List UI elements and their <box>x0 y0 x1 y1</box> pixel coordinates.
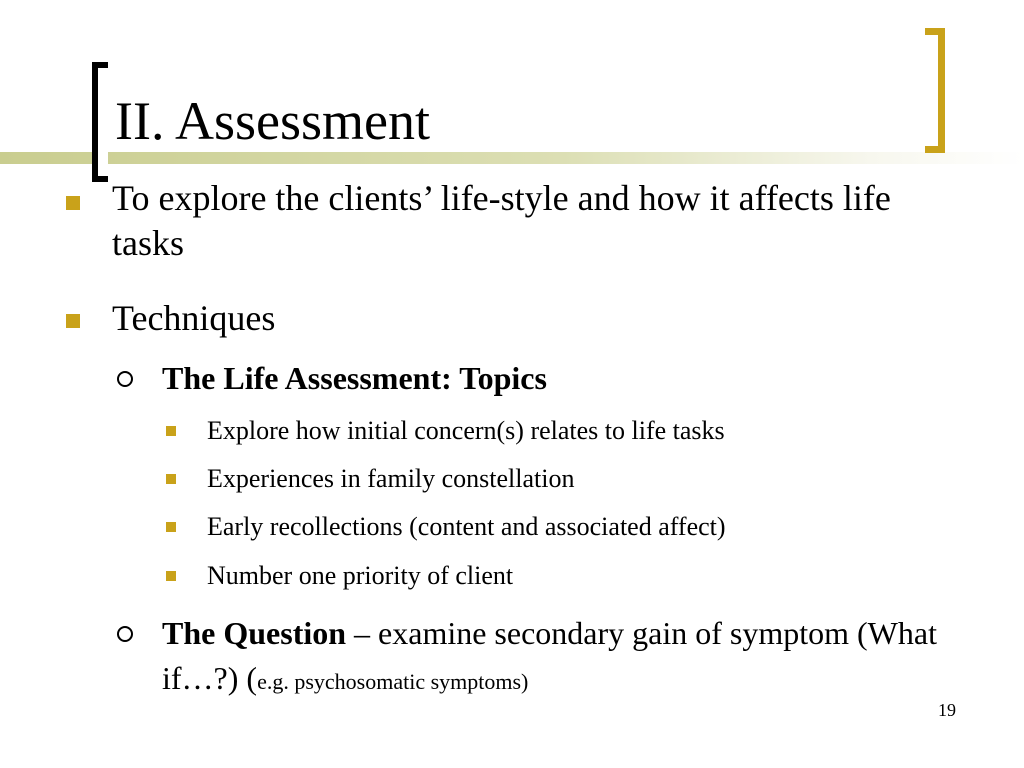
bullet-square-icon <box>66 314 80 328</box>
list-item: Early recollections (content and associated affect) <box>207 512 726 541</box>
bullet-text: Techniques <box>112 298 276 338</box>
list-item: Number one priority of client <box>207 561 514 590</box>
right-bracket-decoration <box>925 28 945 153</box>
sub-bullet-heading: The Life Assessment: Topics <box>162 360 547 396</box>
sub-sub-bullet-square-icon <box>166 474 176 484</box>
bullet-text: To explore the clients’ life-style and how it affects life tasks <box>112 178 891 263</box>
title-underline-band <box>0 152 1024 164</box>
sub-sub-bullet-square-icon <box>166 522 176 532</box>
bullet-square-icon <box>66 196 80 210</box>
sub-bullet-heading: The Question <box>162 615 347 651</box>
list-item: Explore how initial concern(s) relates to life tasks <box>207 416 725 445</box>
left-bracket-decoration <box>92 62 108 182</box>
slide-number: 19 <box>938 700 956 720</box>
sub-bullet-example: e.g. psychosomatic symptoms) <box>257 669 529 694</box>
sub-sub-bullet-square-icon <box>166 426 176 436</box>
sub-bullet-ring-icon <box>117 371 133 387</box>
sub-sub-bullet-square-icon <box>166 571 176 581</box>
sub-bullet-text <box>162 611 942 704</box>
sub-bullet-ring-icon <box>117 626 133 642</box>
slide-title: II. Assessment <box>115 91 430 151</box>
list-item: Experiences in family constellation <box>207 464 575 493</box>
sub-bullet-body: – examine secondary gain of symptom (What if…?) ( <box>162 615 937 696</box>
